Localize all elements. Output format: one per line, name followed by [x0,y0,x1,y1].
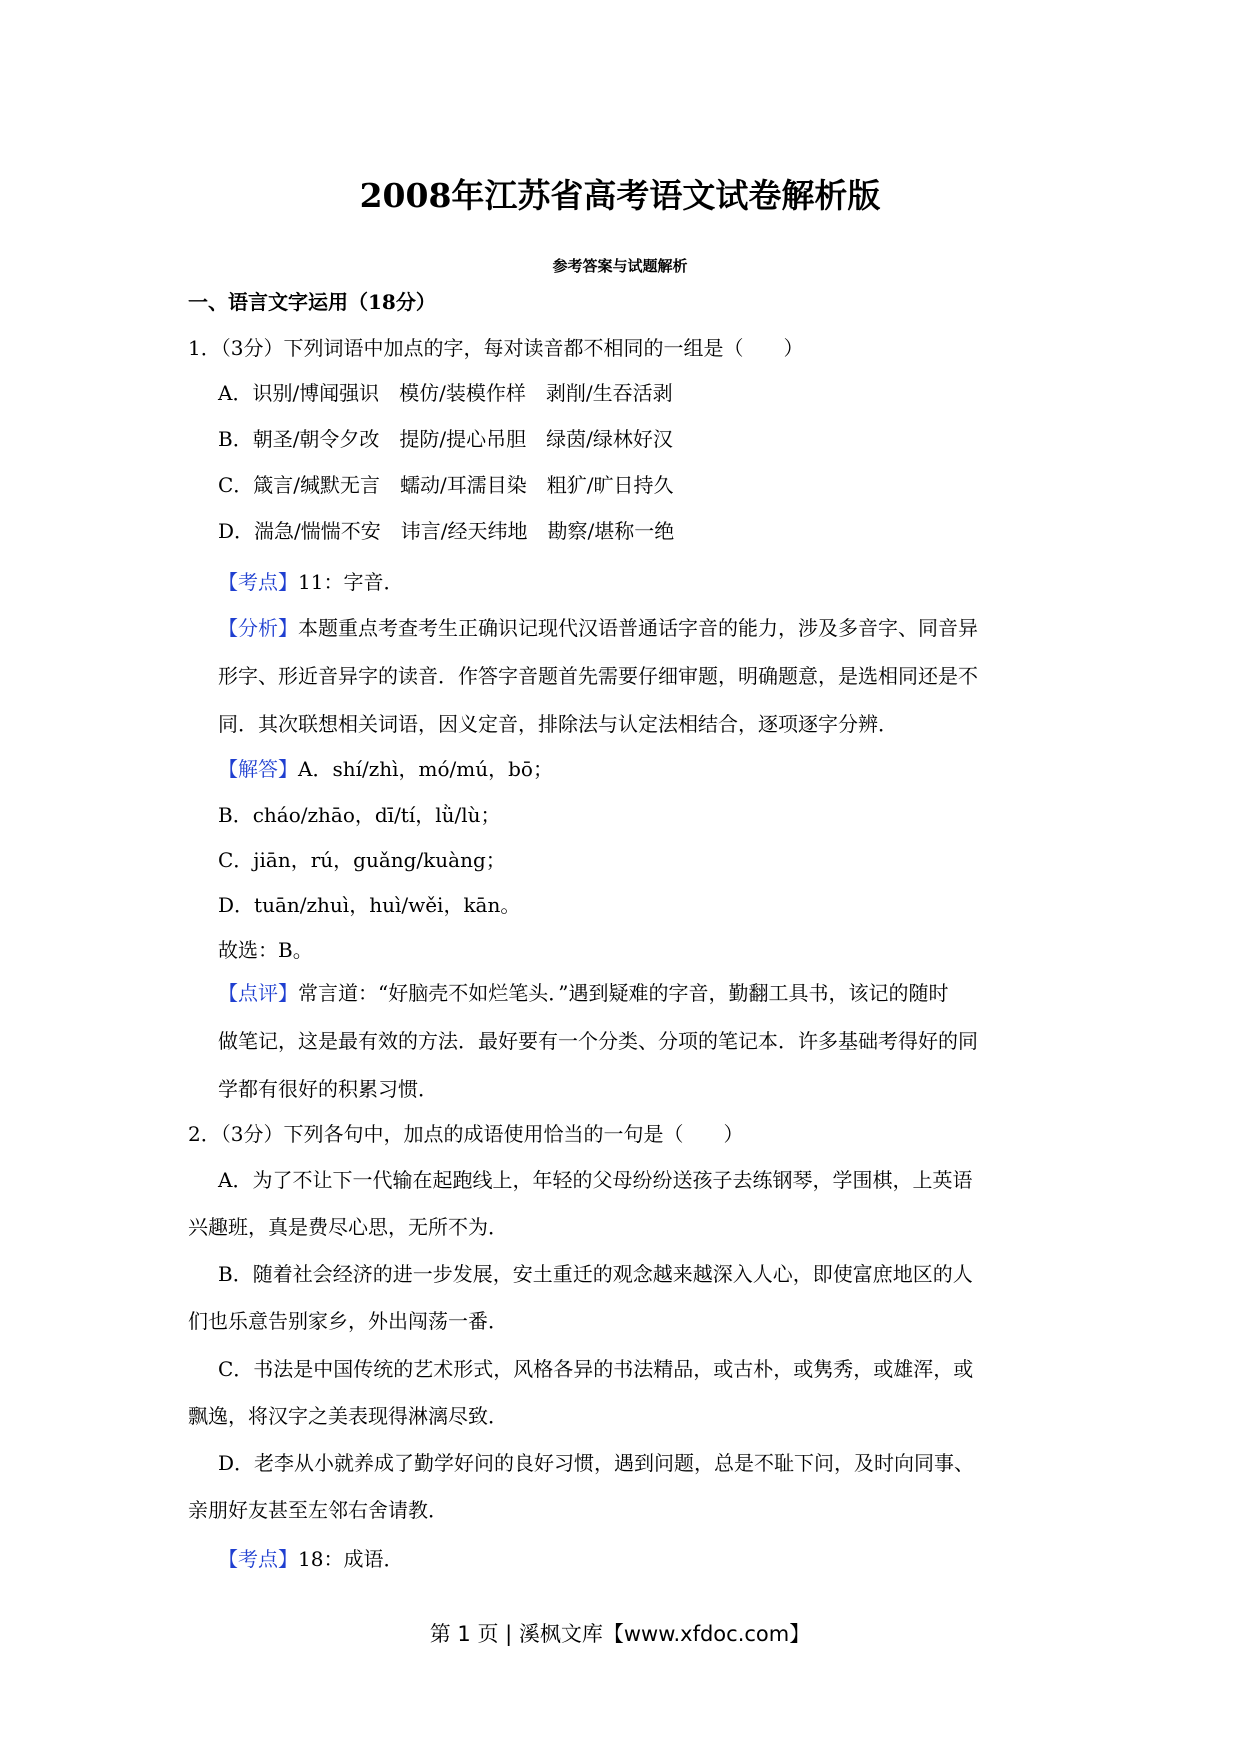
section-heading: 一、语言文字运用（18分） [188,290,436,314]
dianping-line: 学都有很好的积累习惯． [218,1077,438,1101]
q1-option-a: A．识别/博闻强识 模仿/装模作样 剥削/生吞活剥 [218,381,673,405]
fenxi-line: 同．其次联想相关词语，因义定音，排除法与认定法相结合，逐项逐字分辨． [218,712,898,736]
dianping-line: 做笔记，这是最有效的方法．最好要有一个分类、分项的笔记本．许多基础考得好的同 [218,1029,978,1053]
q2-option-b-cont: 们也乐意告别家乡，外出闯荡一番． [188,1309,508,1333]
q2-stem: 2．（3分）下列各句中，加点的成语使用恰当的一句是（ ） [188,1122,744,1146]
q2-option-a-cont: 兴趣班，真是费尽心思，无所不为． [188,1215,508,1239]
q2-option-d-cont: 亲朋好友甚至左邻右舍请教． [188,1498,448,1522]
page-footer: 第 1 页 | 溪枫文库【www.xfdoc.com】 [429,1622,811,1646]
jieda-tag: 【解答】 [218,757,298,781]
q2-option-d: D．老李从小就养成了勤学好问的良好习惯，遇到问题，总是不耻下问，及时向同事、 [218,1451,975,1475]
kaodian-tag: 【考点】 [218,1547,298,1571]
q2-option-c-cont: 飘逸，将汉字之美表现得淋漓尽致． [188,1404,508,1428]
dianping-line: 常言道：“好脑壳不如烂笔头．”遇到疑难的字音，勤翻工具书，该记的随时 [298,981,949,1005]
fenxi-line: 形字、形近音异字的读音．作答字音题首先需要仔细审题，明确题意，是选相同还是不 [218,664,978,688]
q1-option-b: B．朝圣/朝令夕改 提防/提心吊胆 绿茵/绿林好汉 [218,427,673,451]
page-subtitle: 参考答案与试题解析 [552,257,688,275]
q2-option-b: B．随着社会经济的进一步发展，安土重迁的观念越来越深入人心，即使富庶地区的人 [218,1262,973,1286]
q1-jieda [218,759,553,779]
jieda-line: A．shí/zhì，mó/mú，bō； [298,757,553,781]
jieda-line: B．cháo/zhāo，dī/tí，lǜ/lù； [218,803,501,827]
q1-dianping [218,983,948,1003]
fenxi-tag: 【分析】 [218,616,298,640]
q2-option-c: C．书法是中国传统的艺术形式，风格各异的书法精品，或古朴，或隽秀，或雄浑，或 [218,1357,974,1381]
kaodian-tag: 【考点】 [218,570,298,594]
q1-option-d: D．湍急/惴惴不安 讳言/经天纬地 勘察/堪称一绝 [218,519,675,543]
q1-stem: 1．（3分）下列词语中加点的字，每对读音都不相同的一组是（ ） [188,336,804,360]
q1-option-c: C．箴言/缄默无言 蠕动/耳濡目染 粗犷/旷日持久 [218,473,674,497]
q1-kaodian [218,572,403,592]
dianping-tag: 【点评】 [218,981,298,1005]
kaodian-text: 11：字音． [298,570,404,594]
fenxi-line: 本题重点考查考生正确识记现代汉语普通话字音的能力，涉及多音字、同音异 [298,616,978,640]
jieda-line: D．tuān/zhuì，huì/wěi，kān。 [218,893,521,917]
page-title: 2008年江苏省高考语文试卷解析版 [359,176,881,215]
q2-kaodian [218,1549,403,1569]
jieda-line: 故选：B。 [218,938,313,962]
kaodian-text: 18：成语． [298,1547,404,1571]
q2-option-a: A．为了不让下一代输在起跑线上，年轻的父母纷纷送孩子去练钢琴，学围棋，上英语 [218,1168,973,1192]
q1-fenxi [218,618,978,638]
jieda-line: C．jiān，rú，guǎng/kuàng； [218,848,506,872]
